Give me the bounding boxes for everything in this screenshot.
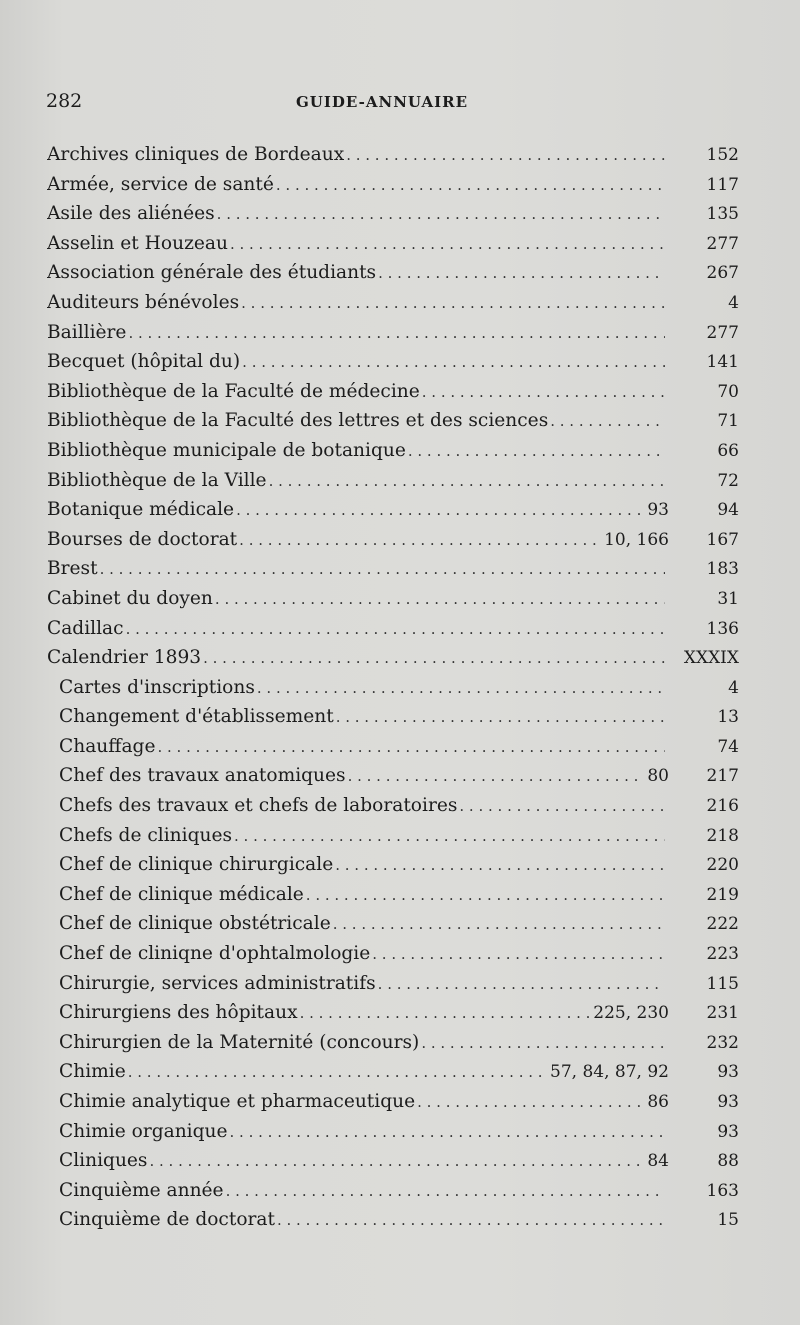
entry-term: Auditeurs bénévoles bbox=[47, 291, 240, 313]
entry-page: 183 bbox=[706, 559, 739, 580]
entry-page: 167 bbox=[706, 529, 739, 550]
index-entry bbox=[47, 1209, 739, 1239]
index-entry bbox=[47, 262, 739, 292]
index-entry bbox=[47, 854, 739, 884]
index-entry bbox=[47, 677, 739, 707]
index-entry bbox=[47, 410, 739, 440]
entry-term: Cadillac bbox=[47, 617, 124, 639]
entry-term: Bourses de doctorat bbox=[47, 528, 238, 550]
index-entry bbox=[47, 1150, 739, 1180]
entry-term: Chimie bbox=[59, 1061, 126, 1083]
index-entry bbox=[47, 884, 739, 914]
entry-page: 94 bbox=[717, 500, 739, 521]
entry-page: 31 bbox=[717, 588, 739, 609]
entry-term: Becquet (hôpital du) bbox=[47, 351, 241, 373]
entry-term: Changement d'établissement bbox=[59, 706, 334, 728]
dot-leader bbox=[378, 264, 665, 282]
entry-term: Chirurgiens des hôpitaux bbox=[59, 1002, 298, 1024]
index-entry bbox=[47, 470, 739, 500]
dot-leader bbox=[408, 442, 665, 460]
entry-page: 15 bbox=[717, 1210, 739, 1231]
index-entry bbox=[47, 588, 739, 618]
index-entry bbox=[47, 292, 739, 322]
entry-term: Chimie analytique et pharmaceutique bbox=[59, 1091, 416, 1112]
entry-term: Cliniques bbox=[59, 1150, 148, 1172]
entry-page: 71 bbox=[717, 411, 739, 432]
index-entry bbox=[47, 795, 739, 825]
dot-leader bbox=[378, 975, 665, 993]
entry-term: Chef de clinique médicale bbox=[59, 883, 304, 905]
dot-leader bbox=[126, 620, 665, 638]
entry-term: Cinquième année bbox=[59, 1179, 224, 1201]
entry-page: 117 bbox=[706, 174, 739, 195]
entry-page: 74 bbox=[717, 736, 739, 757]
index-entry bbox=[47, 1091, 739, 1121]
entry-term: Chef des travaux anatomiques bbox=[59, 765, 346, 787]
entry-page: 267 bbox=[706, 263, 739, 284]
entry-term: Chef de cliniqne d'ophtalmologie bbox=[59, 943, 371, 965]
entry-term: Brest bbox=[47, 558, 98, 580]
index-entry bbox=[47, 174, 739, 204]
index-entry bbox=[47, 351, 739, 381]
index-entry bbox=[47, 973, 739, 1003]
index-entry bbox=[47, 618, 739, 648]
entry-term: Chauffage bbox=[59, 735, 156, 757]
entry-refs: 80 bbox=[647, 766, 669, 787]
entry-page: 4 bbox=[728, 292, 739, 313]
dot-leader bbox=[417, 1093, 643, 1111]
index-entry bbox=[47, 144, 739, 174]
index-entry bbox=[47, 1002, 739, 1032]
entry-refs: 93 bbox=[647, 500, 669, 521]
entry-page: 232 bbox=[706, 1032, 739, 1053]
entry-refs: 10, 166 bbox=[604, 529, 669, 550]
dot-leader bbox=[149, 1152, 643, 1170]
entry-page: 231 bbox=[706, 1003, 739, 1024]
entry-term: Bibliothèque de la Ville bbox=[47, 469, 267, 491]
index-entry bbox=[47, 381, 739, 411]
index-entry bbox=[47, 233, 739, 263]
entry-refs: 57, 84, 87, 92 bbox=[550, 1062, 669, 1083]
entry-page: 277 bbox=[706, 322, 739, 343]
dot-leader bbox=[277, 1211, 665, 1229]
dot-leader bbox=[226, 1182, 665, 1200]
dot-leader bbox=[230, 235, 665, 253]
index-entry bbox=[47, 736, 739, 766]
entry-page: 223 bbox=[706, 944, 739, 965]
entry-term: Archives cliniques de Bordeaux bbox=[47, 144, 345, 165]
entry-page: 218 bbox=[706, 825, 739, 846]
entry-term: Baillière bbox=[47, 321, 127, 343]
dot-leader bbox=[335, 856, 665, 874]
dot-leader bbox=[241, 294, 665, 312]
index-list bbox=[47, 144, 739, 1239]
entry-page: 70 bbox=[717, 381, 739, 402]
running-title: GUIDE-ANNUAIRE bbox=[296, 93, 469, 111]
dot-leader bbox=[157, 738, 665, 756]
dot-leader bbox=[333, 915, 665, 933]
index-entry bbox=[47, 943, 739, 973]
dot-leader bbox=[550, 412, 665, 430]
entry-page: 88 bbox=[717, 1151, 739, 1172]
dot-leader bbox=[128, 1063, 546, 1081]
index-entry bbox=[47, 1061, 739, 1091]
dot-leader bbox=[217, 205, 665, 223]
entry-page: 4 bbox=[728, 677, 739, 698]
entry-refs: 84 bbox=[647, 1151, 669, 1172]
entry-page: 115 bbox=[706, 973, 739, 994]
index-entry bbox=[47, 529, 739, 559]
entry-term: Chefs de cliniques bbox=[59, 824, 233, 846]
dot-leader bbox=[230, 1123, 665, 1141]
index-entry bbox=[47, 765, 739, 795]
index-entry bbox=[47, 203, 739, 233]
dot-leader bbox=[336, 708, 665, 726]
entry-page: 219 bbox=[706, 884, 739, 905]
entry-term: Chirurgien de la Maternité (concours) bbox=[59, 1031, 420, 1053]
page-header bbox=[46, 90, 746, 120]
dot-leader bbox=[236, 501, 643, 519]
entry-term: Asile des aliénées bbox=[47, 203, 215, 225]
entry-term: Chefs des travaux et chefs de laboratoires bbox=[59, 795, 458, 817]
entry-term: Cinquième de doctorat bbox=[59, 1209, 275, 1231]
entry-term: Chimie organique bbox=[59, 1120, 228, 1142]
dot-leader bbox=[459, 797, 665, 815]
entry-page: 93 bbox=[717, 1092, 739, 1112]
entry-page: 136 bbox=[706, 618, 739, 639]
entry-page: 13 bbox=[717, 707, 739, 728]
entry-term: Bibliothèque de la Faculté de médecine bbox=[47, 380, 420, 402]
entry-page: 216 bbox=[706, 796, 739, 817]
index-entry bbox=[47, 1180, 739, 1210]
entry-page: 163 bbox=[706, 1180, 739, 1201]
entry-term: Chef de clinique obstétricale bbox=[59, 913, 331, 935]
entry-page: 220 bbox=[706, 855, 739, 876]
dot-leader bbox=[372, 945, 665, 963]
entry-term: Bibliothèque de la Faculté des lettres et des sciences bbox=[47, 410, 549, 432]
entry-page: XXXIX bbox=[683, 648, 739, 669]
dot-leader bbox=[239, 531, 600, 549]
dot-leader bbox=[100, 560, 665, 578]
dot-leader bbox=[234, 827, 665, 845]
entry-term: Asselin et Houzeau bbox=[47, 232, 228, 254]
entry-term: Chef de clinique chirurgicale bbox=[59, 854, 334, 876]
dot-leader bbox=[300, 1004, 590, 1022]
dot-leader bbox=[421, 1034, 665, 1052]
dot-leader bbox=[242, 353, 665, 371]
entry-term: Cabinet du doyen bbox=[47, 587, 213, 609]
dot-leader bbox=[348, 767, 644, 785]
dot-leader bbox=[269, 472, 665, 490]
page-number: 282 bbox=[46, 90, 83, 112]
entry-page: 277 bbox=[706, 233, 739, 254]
index-entry bbox=[47, 647, 739, 677]
index-entry bbox=[47, 440, 739, 470]
index-entry bbox=[47, 913, 739, 943]
entry-term: Chirurgie, services administratifs bbox=[59, 972, 376, 994]
index-entry bbox=[47, 706, 739, 736]
entry-page: 222 bbox=[706, 914, 739, 935]
entry-page: 93 bbox=[717, 1062, 739, 1083]
dot-leader bbox=[215, 590, 665, 608]
dot-leader bbox=[276, 176, 665, 194]
entry-term: Armée, service de santé bbox=[47, 173, 274, 195]
entry-page: 66 bbox=[717, 440, 739, 461]
entry-term: Calendrier 1893 bbox=[47, 647, 202, 669]
index-entry bbox=[47, 499, 739, 529]
index-entry bbox=[47, 825, 739, 855]
dot-leader bbox=[346, 146, 665, 164]
entry-term: Botanique médicale bbox=[47, 499, 235, 521]
dot-leader bbox=[422, 383, 665, 401]
dot-leader bbox=[128, 324, 665, 342]
dot-leader bbox=[306, 886, 665, 904]
entry-page: 152 bbox=[706, 145, 739, 165]
index-entry bbox=[47, 322, 739, 352]
entry-page: 141 bbox=[706, 352, 739, 373]
entry-refs: 86 bbox=[647, 1092, 669, 1112]
entry-page: 217 bbox=[706, 766, 739, 787]
dot-leader bbox=[257, 679, 665, 697]
entry-refs: 225, 230 bbox=[593, 1003, 669, 1024]
index-entry bbox=[47, 1121, 739, 1151]
entry-page: 72 bbox=[717, 470, 739, 491]
index-entry bbox=[47, 1032, 739, 1062]
dot-leader bbox=[203, 649, 665, 667]
entry-term: Association générale des étudiants bbox=[47, 262, 377, 284]
entry-term: Cartes d'inscriptions bbox=[59, 676, 255, 698]
entry-page: 93 bbox=[717, 1121, 739, 1142]
entry-term: Bibliothèque municipale de botanique bbox=[47, 439, 406, 461]
entry-page: 135 bbox=[706, 204, 739, 225]
index-entry bbox=[47, 558, 739, 588]
